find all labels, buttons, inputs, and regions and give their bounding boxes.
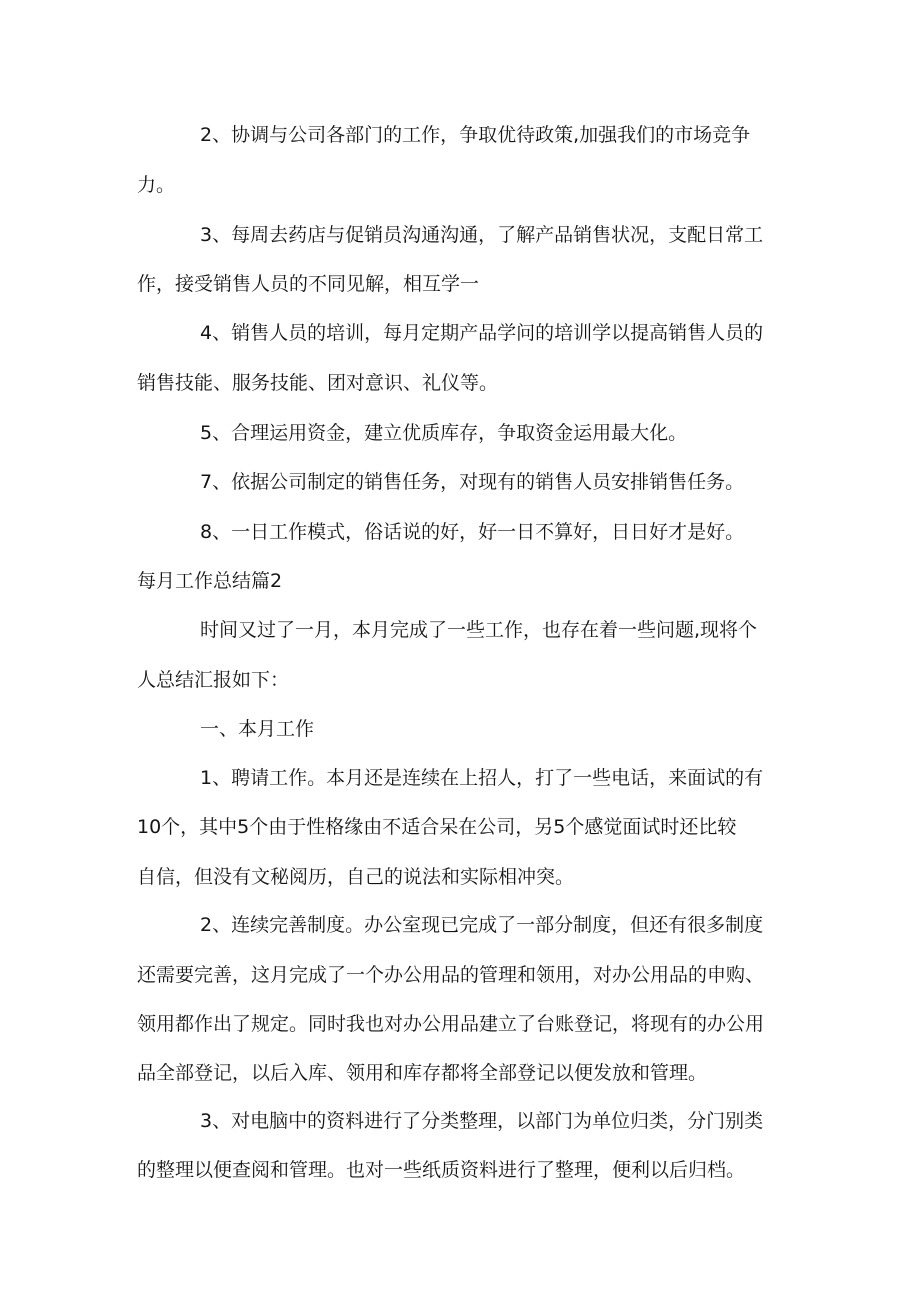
paragraph-line: 领用都作出了规定。同时我也对办公用品建立了台账登记，将现有的办公用: [137, 1013, 765, 1035]
paragraph-line: 3、对电脑中的资料进行了分类整理，以部门为单位归类，分门别类: [200, 1110, 764, 1132]
paragraph-line: 2、协调与公司各部门的工作，争取优待政策,加强我们的市场竞争: [200, 124, 751, 146]
paragraph-line: 时间又过了一月，本月完成了一些工作，也存在着一些问题,现将个: [200, 619, 758, 641]
paragraph-line: 1、聘请工作。本月还是连续在上招人，打了一些电话，来面试的有: [200, 767, 764, 789]
paragraph-line: 销售技能、服务技能、团对意识、礼仪等。: [137, 372, 499, 394]
paragraph-line: 4、销售人员的培训，每月定期产品学问的培训学以提高销售人员的: [200, 322, 764, 344]
paragraph-line: 3、每周去药店与促销员沟通沟通，了解产品销售状况，支配日常工: [200, 224, 764, 246]
subsection-heading: 一、本月工作: [200, 718, 315, 740]
paragraph-line: 品全部登记，以后入库、领用和库存都将全部登记以便发放和管理。: [137, 1062, 708, 1084]
section-heading: 每月工作总结篇2: [137, 570, 283, 592]
paragraph-line: 的整理以便查阅和管理。也对一些纸质资料进行了整理，便利以后归档。: [137, 1159, 746, 1181]
paragraph-line: 10个，其中5个由于性格缘由不适合呆在公司，另5个感觉面试时还比较: [137, 816, 737, 838]
paragraph-line: 还需要完善，这月完成了一个办公用品的管理和领用，对办公用品的申购、: [137, 964, 765, 986]
paragraph-line: 力。: [137, 174, 176, 196]
paragraph-line: 作，接受销售人员的不同见解，相互学一: [137, 273, 480, 295]
paragraph-line: 2、连续完善制度。办公室现已完成了一部分制度，但还有很多制度: [200, 914, 764, 936]
paragraph-line: 7、依据公司制定的销售任务，对现有的销售人员安排销售任务。: [200, 471, 745, 493]
paragraph-line: 人总结汇报如下：: [137, 669, 290, 691]
paragraph-line: 8、一日工作模式，俗话说的好，好一日不算好，日日好才是好。: [200, 521, 745, 543]
paragraph-line: 自信，但没有文秘阅历，自己的说法和实际相冲突。: [137, 866, 575, 888]
paragraph-line: 5、合理运用资金，建立优质库存，争取资金运用最大化。: [200, 422, 688, 444]
